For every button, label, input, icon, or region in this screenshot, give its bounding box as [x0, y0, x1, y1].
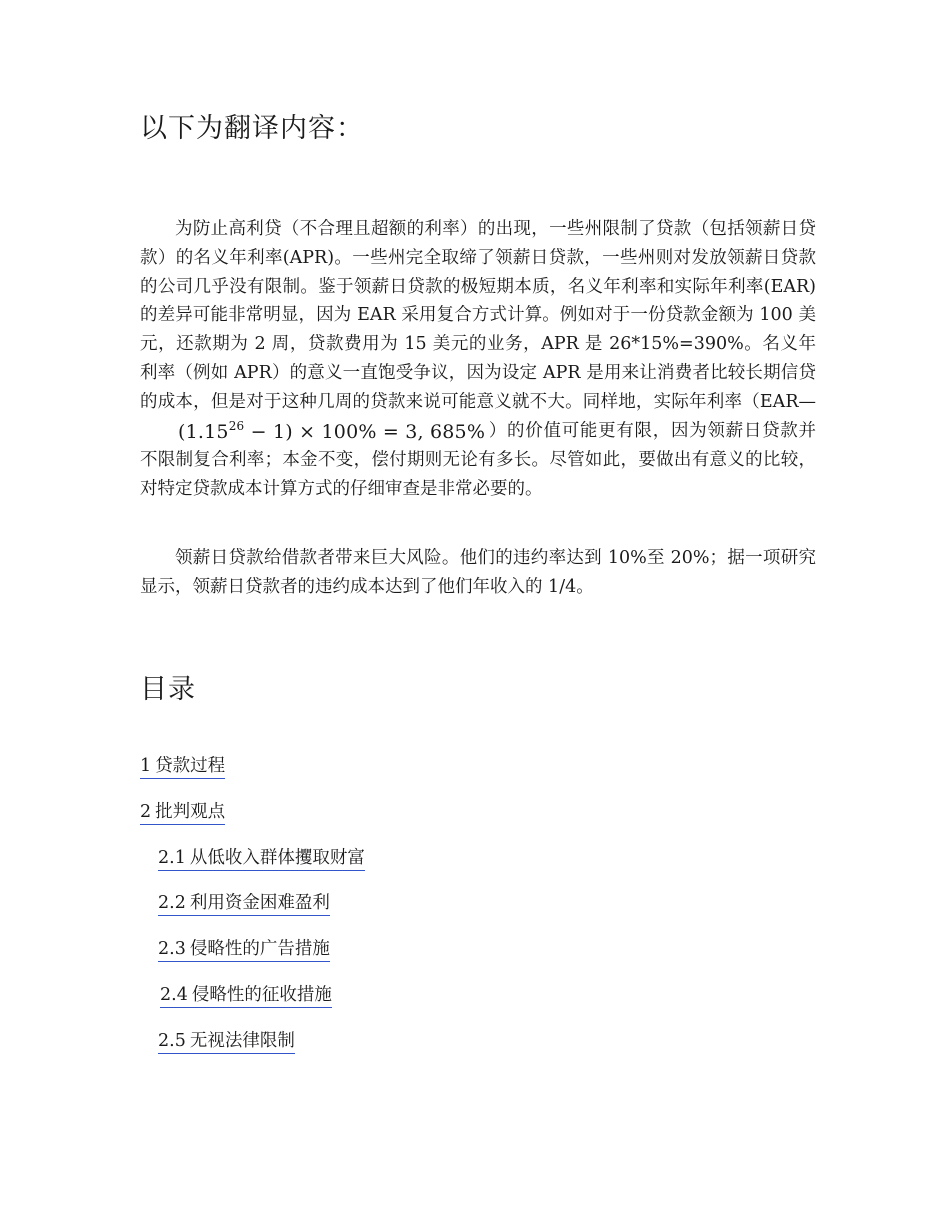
toc-link-criticism[interactable]	[140, 801, 225, 825]
toc-heading: 目录	[140, 674, 196, 705]
toc-number: 2.1	[158, 848, 186, 868]
formula-exponent: 26	[228, 418, 245, 433]
translation-heading: 以下为翻译内容：	[140, 113, 364, 144]
toc-label: 贷款过程	[155, 756, 226, 776]
formula-base: (1.15	[178, 420, 229, 443]
toc-label: 利用资金困难盈利	[189, 893, 330, 913]
toc-label: 无视法律限制	[189, 1031, 295, 1051]
toc-link-low-income[interactable]	[158, 847, 365, 871]
toc-label: 侵略性的征收措施	[191, 985, 332, 1005]
toc-link-ignore-legal-limits[interactable]	[158, 1030, 295, 1054]
toc-label: 从低收入群体攫取财富	[189, 848, 365, 868]
paragraph-1-text: 为防止高利贷（不合理且超额的利率）的出现，一些州限制了贷款（包括领薪日贷款）的名义年利率(APR)。一些州完全取缔了领薪日贷款，一些州则对发放领薪日贷款的公司几乎没有限制。鉴于领薪日贷款的极短期本质，名义年利率和实际年利率(EAR)的差异可能非常明显，因为 EAR 采用复合方式计算。例如对于一份贷款金额为 100 美元，还款期为 2 周，贷款费用为 15 美元的业务，APR 是 26*15%=390%。名义年利率（例如 APR）的意义一直饱受争议，因为设定 APR 是用来让消费者比较长期信贷的成本，但是对于这种几周的贷款来说可能意义就不大。同样地，实际年利率（EAR—	[140, 219, 816, 412]
toc-label: 侵略性的广告措施	[189, 939, 330, 959]
toc-link-financial-hardship[interactable]	[158, 892, 330, 916]
ear-formula	[143, 418, 485, 447]
toc-label: 批判观点	[155, 802, 226, 822]
toc-number: 2	[140, 802, 152, 822]
paragraph-risk: 领薪日贷款给借款者带来巨大风险。他们的违约率达到 10%至 20%；据一项研究显示，领薪日贷款者的违约成本达到了他们年收入的 1/4。	[140, 548, 816, 597]
toc-number: 2.5	[158, 1031, 186, 1051]
formula-rest: − 1) × 100% = 3, 685%	[244, 420, 486, 443]
paragraph-apr-ear	[140, 215, 816, 504]
toc-number: 1	[140, 756, 152, 776]
toc-number: 2.2	[158, 893, 186, 913]
toc-number: 2.4	[160, 985, 188, 1005]
paragraph-1-tail: ）的价值可能更有限，因为领薪日贷款并不限制复合利率；本金不变，偿付期则无论有多长。尽管如此，要做出有意义的比较，对特定贷款成本计算方式的仔细审查是非常必要的。	[140, 420, 816, 500]
toc-link-loan-process[interactable]	[140, 755, 225, 779]
toc-link-aggressive-advertising[interactable]	[158, 938, 330, 962]
toc-number: 2.3	[158, 939, 186, 959]
toc-link-aggressive-collection[interactable]	[160, 984, 332, 1008]
